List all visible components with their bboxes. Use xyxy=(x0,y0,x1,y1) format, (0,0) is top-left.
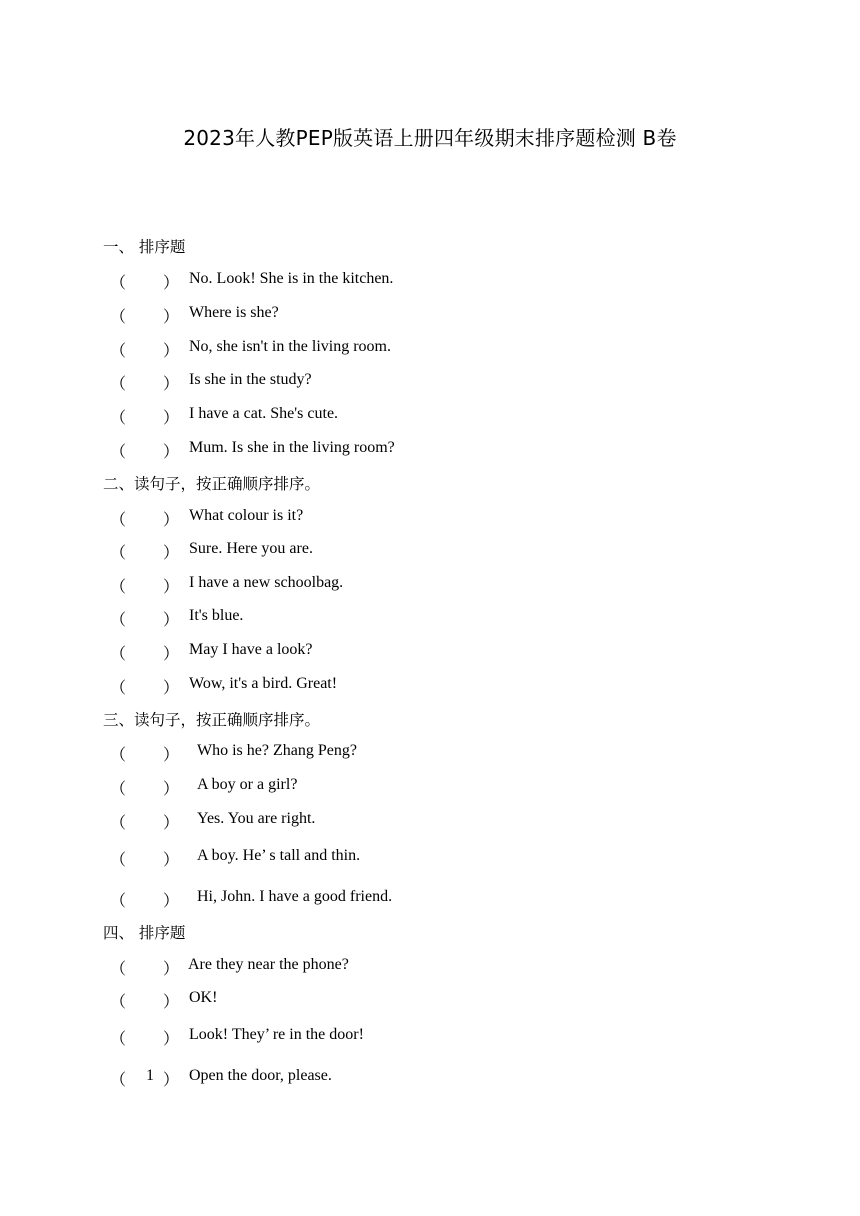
close-paren: ） xyxy=(163,994,180,1011)
open-paren: （ xyxy=(110,512,127,529)
close-paren: ） xyxy=(163,781,180,798)
sentence-text: May I have a look? xyxy=(189,641,313,658)
list-item xyxy=(0,574,860,596)
open-paren: （ xyxy=(110,444,127,461)
sentence-text: It's blue. xyxy=(189,607,244,624)
sentence-text: Sure. Here you are. xyxy=(189,540,313,557)
close-paren: ） xyxy=(163,815,180,832)
list-item xyxy=(0,742,860,764)
list-item xyxy=(0,675,860,697)
sentence-text: I have a cat. She's cute. xyxy=(189,405,339,422)
list-item xyxy=(0,888,860,910)
sentence-text: Who is he? Zhang Peng? xyxy=(197,742,357,759)
close-paren: ） xyxy=(163,1031,180,1048)
list-item xyxy=(0,405,860,427)
sentence-text: I have a new schoolbag. xyxy=(189,574,344,591)
list-item xyxy=(0,371,860,393)
sentence-text: Look! They’ re in the door! xyxy=(189,1026,364,1043)
close-paren: ） xyxy=(163,545,180,562)
section-heading-1: 一、 排序题 xyxy=(103,238,186,256)
open-paren: （ xyxy=(110,410,127,427)
close-paren: ） xyxy=(163,646,180,663)
close-paren: ） xyxy=(163,612,180,629)
list-item xyxy=(0,1067,860,1089)
open-paren: （ xyxy=(110,893,127,910)
close-paren: ） xyxy=(163,680,180,697)
open-paren: （ xyxy=(110,1072,127,1089)
sentence-text: Wow, it's a bird. Great! xyxy=(189,675,338,692)
sentence-text: Hi, John. I have a good friend. xyxy=(197,888,393,905)
close-paren: ） xyxy=(163,512,180,529)
open-paren: （ xyxy=(110,579,127,596)
close-paren: ） xyxy=(163,852,180,869)
list-item xyxy=(0,607,860,629)
list-item xyxy=(0,641,860,663)
page-title: 2023年人教PEP版英语上册四年级期末排序题检测 B卷 xyxy=(183,126,677,150)
section-heading-4: 四、 排序题 xyxy=(103,924,186,942)
open-paren: （ xyxy=(110,275,127,292)
open-paren: （ xyxy=(110,994,127,1011)
list-item xyxy=(0,304,860,326)
list-item xyxy=(0,956,860,978)
list-item xyxy=(0,847,860,869)
open-paren: （ xyxy=(110,376,127,393)
sentence-text: OK! xyxy=(189,989,218,1006)
close-paren: ） xyxy=(163,747,180,764)
close-paren: ） xyxy=(163,961,180,978)
sentence-text: Mum. Is she in the living room? xyxy=(189,439,395,456)
sentence-text: A boy. He’ s tall and thin. xyxy=(197,847,361,864)
sentence-text: Yes. You are right. xyxy=(197,810,316,827)
open-paren: （ xyxy=(110,309,127,326)
open-paren: （ xyxy=(110,545,127,562)
list-item xyxy=(0,507,860,529)
list-item xyxy=(0,270,860,292)
open-paren: （ xyxy=(110,1031,127,1048)
sentence-text: Open the door, please. xyxy=(189,1067,332,1084)
open-paren: （ xyxy=(110,646,127,663)
close-paren: ） xyxy=(163,893,180,910)
section-heading-2: 二、读句子，按正确顺序排序。 xyxy=(103,475,321,493)
close-paren: ） xyxy=(163,579,180,596)
sentence-text: Where is she? xyxy=(189,304,279,321)
open-paren: （ xyxy=(110,815,127,832)
sentence-text: No, she isn't in the living room. xyxy=(189,338,391,355)
list-item xyxy=(0,338,860,360)
close-paren: ） xyxy=(163,343,180,360)
close-paren: ） xyxy=(163,275,180,292)
close-paren: ） xyxy=(163,1072,180,1089)
open-paren: （ xyxy=(110,680,127,697)
open-paren: （ xyxy=(110,747,127,764)
open-paren: （ xyxy=(110,961,127,978)
list-item xyxy=(0,989,860,1011)
list-item xyxy=(0,776,860,798)
open-paren: （ xyxy=(110,852,127,869)
open-paren: （ xyxy=(110,343,127,360)
close-paren: ） xyxy=(163,444,180,461)
close-paren: ） xyxy=(163,376,180,393)
list-item xyxy=(0,810,860,832)
list-item xyxy=(0,1026,860,1048)
open-paren: （ xyxy=(110,781,127,798)
sentence-text: What colour is it? xyxy=(189,507,304,524)
answer-value[interactable]: 1 xyxy=(146,1067,154,1084)
sentence-text: A boy or a girl? xyxy=(197,776,298,793)
open-paren: （ xyxy=(110,612,127,629)
sentence-text: Is she in the study? xyxy=(189,371,312,388)
sentence-text: No. Look! She is in the kitchen. xyxy=(189,270,394,287)
list-item xyxy=(0,439,860,461)
sentence-text: Are they near the phone? xyxy=(188,956,349,973)
list-item xyxy=(0,540,860,562)
section-heading-3: 三、读句子，按正确顺序排序。 xyxy=(103,711,321,729)
close-paren: ） xyxy=(163,309,180,326)
close-paren: ） xyxy=(163,410,180,427)
